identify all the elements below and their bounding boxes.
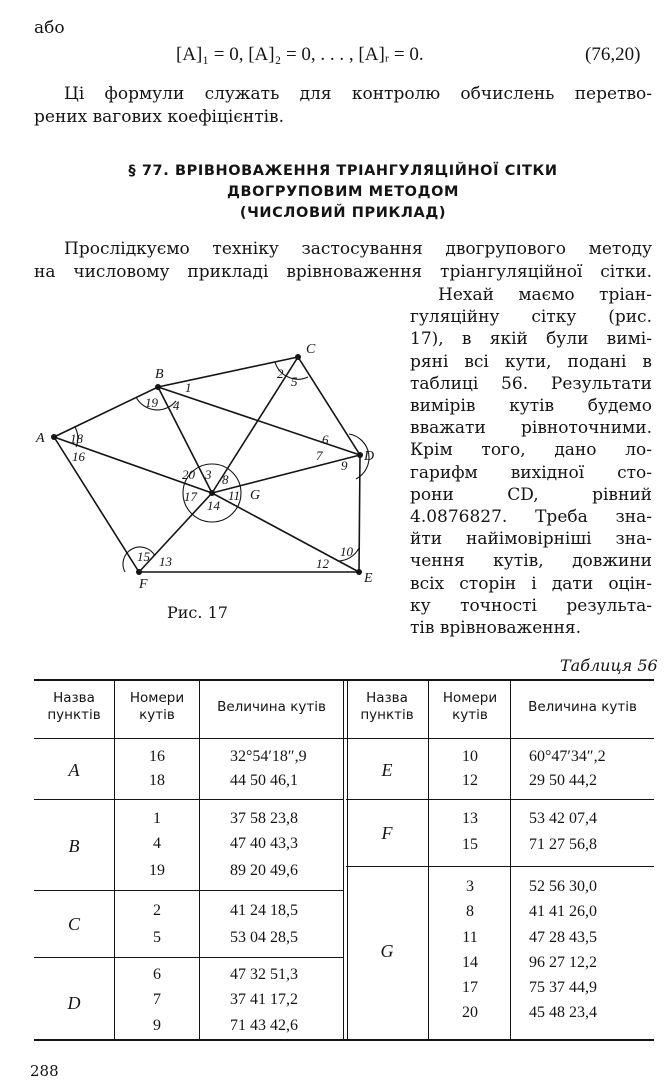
angle-label-11: 11 [228,488,241,503]
heading-line-3: (ЧИСЛОВИЙ ПРИКЛАД) [239,205,447,221]
table-cell-value: 53 04 28,5 [230,929,298,946]
angle-label-12: 12 [316,556,329,571]
point-label-A: A [36,431,45,446]
table-cell-number: 5 [153,929,161,946]
table-cell-value: 89 20 49,6 [230,862,298,879]
para1-line-2: рених вагових коефіцієнтів. [34,107,285,127]
para3-line: тів врівноваження. [410,618,582,639]
angle-label-5: 5 [291,374,298,389]
table-cell-number: 2 [153,902,161,919]
table-cell-number: 11 [462,929,478,946]
para1-line-1: Ці формули служать для контролю обчислень перетво- [64,84,652,104]
formula-number: (76,20) [585,44,641,65]
formula: [A]₁ = 0, [A]₂ = 0, . . . , [A]ᵣ = 0. [176,44,424,65]
point-label-E: E [364,571,373,586]
header-point-left: Назва пунктів [47,690,101,723]
table-cell-value: 47 32 51,3 [230,966,298,983]
header-point-right: Назва пунктів [360,690,414,723]
para3-line: всіх сторін і дати оцін- [410,573,652,594]
point-label-C: C [306,342,316,357]
line-EG [212,493,359,572]
table-point-E: E [381,760,393,780]
para3-line: рони CD, рівний [410,484,652,505]
header-value-left: Величина кутів [217,699,326,715]
angle-label-20: 20 [182,467,195,482]
table-cell-value: 53 42 07,4 [529,810,597,827]
table-cell-value: 75 37 44,9 [529,979,597,996]
table-56 [34,679,654,1041]
table-caption: Таблиця 56 [560,656,658,675]
table-point-G: G [380,941,394,961]
table-point-D: D [67,993,81,1013]
para3-line: гарифм вихідної сто- [410,462,652,483]
para3-line: 17), в якій були вимі- [410,329,652,350]
angle-label-19: 19 [145,395,158,410]
table-cell-value: 71 27 56,8 [529,836,597,853]
table-cell-number: 9 [153,1017,161,1034]
paragraph-2 [34,238,652,284]
point-label-B: B [155,367,164,382]
figure-caption: Рис. 17 [167,603,228,622]
header-numbers-left: Номери кутів [129,690,185,723]
section-heading [34,161,652,224]
header-numbers-right: Номери кутів [442,690,498,723]
table-cell-number: 7 [153,991,161,1008]
point-label-G: G [250,488,261,503]
para3-line: ряні всі кути, подані в [410,351,652,372]
angle-label-8: 8 [222,472,229,487]
table-cell-value: 37 41 17,2 [230,991,298,1008]
para3-line: гуляційну сітку (рис. [410,307,652,328]
table-cell-number: 17 [462,979,478,996]
point-label-D: D [364,449,375,464]
para3-line: таблиці 56. Результати [410,373,652,394]
paragraph-3 [410,284,652,639]
table-point-F: F [381,823,393,843]
table-cell-value: 29 50 44,2 [529,772,597,789]
angle-label-17: 17 [184,489,197,504]
table-cell-value: 41 41 26,0 [529,903,597,920]
table-cell-number: 4 [153,835,161,852]
heading-line-2: ДВОГРУПОВИМ МЕТОДОМ [226,184,460,200]
angle-label-13: 13 [159,554,172,569]
triangulation-network-figure [30,340,380,600]
table-point-A: A [68,760,80,780]
angle-label-6: 6 [322,432,329,447]
table-cell-number: 8 [466,903,474,920]
table-point-B: B [68,836,80,856]
table-cell-value: 44 50 46,1 [230,772,298,789]
table-cell-number: 18 [149,772,165,789]
point-label-F: F [139,577,148,592]
angle-label-7: 7 [316,448,323,463]
table-cell-number: 12 [462,772,478,789]
para3-line: йти найімовірніші зна- [410,529,652,550]
table-cell-value: 47 28 43,5 [529,929,597,946]
table-cell-value: 52 56 30,0 [529,878,597,895]
header-value-right: Величина кутів [528,699,637,715]
angle-label-2: 2 [277,366,284,381]
para2-line-1: Прослідкуємо техніку застосування двогрупового методу [64,239,652,259]
table-cell-value: 45 48 23,4 [529,1004,597,1021]
table-cell-number: 19 [149,862,165,879]
para3-line: Крім того, дано ло- [410,440,652,461]
table-cell-value: 60°47′34″,2 [529,748,606,765]
angle-label-1: 1 [185,380,192,395]
angle-label-4: 4 [173,398,180,413]
para3-line: 4.0876827. Треба зна- [410,507,652,528]
table-cell-value: 96 27 12,2 [529,954,597,971]
para3-line: чення кутів, довжини [410,551,652,572]
table-cell-number: 1 [153,810,161,827]
table-cell-value: 41 24 18,5 [230,902,298,919]
table-cell-number: 16 [149,748,165,765]
table-cell-number: 10 [462,748,478,765]
angle-labels [70,366,354,571]
angle-label-3: 3 [205,467,212,482]
para3-line: ку точності результа- [410,595,652,616]
angle-label-10: 10 [340,544,353,559]
angle-label-18: 18 [70,431,83,446]
top-word: або [34,18,65,38]
table-cell-number: 15 [462,836,478,853]
table-cell-value: 71 43 42,6 [230,1017,298,1034]
angle-label-9: 9 [341,458,348,473]
paragraph-1 [34,83,652,106]
table-cell-number: 6 [153,966,161,983]
table-cell-value: 37 58 23,8 [230,810,298,827]
heading-line-1: § 77. ВРІВНОВАЖЕННЯ ТРІАНГУЛЯЦІЙНОЇ СІТКИ [128,163,558,179]
table-cell-value: 47 40 43,3 [230,835,298,852]
table-cell-number: 3 [466,878,474,895]
angle-label-15: 15 [137,549,150,564]
table-cell-number: 13 [462,810,478,827]
para3-line: вважати рівноточними. [410,418,652,439]
para2-line-2: на числовому прикладі врівноваження тріангуляційної сітки. [34,262,652,282]
para3-line: вимірів кутів будемо [410,396,652,417]
table-cell-value: 32°54′18″,9 [230,748,307,765]
table-point-C: C [67,914,80,934]
table-cell-number: 14 [462,954,478,971]
angle-label-14: 14 [207,498,220,513]
para3-line: Нехай маємо тріан- [438,285,652,305]
table-cell-number: 20 [462,1004,478,1021]
page-number: 288 [30,1062,59,1080]
angle-label-16: 16 [72,449,85,464]
